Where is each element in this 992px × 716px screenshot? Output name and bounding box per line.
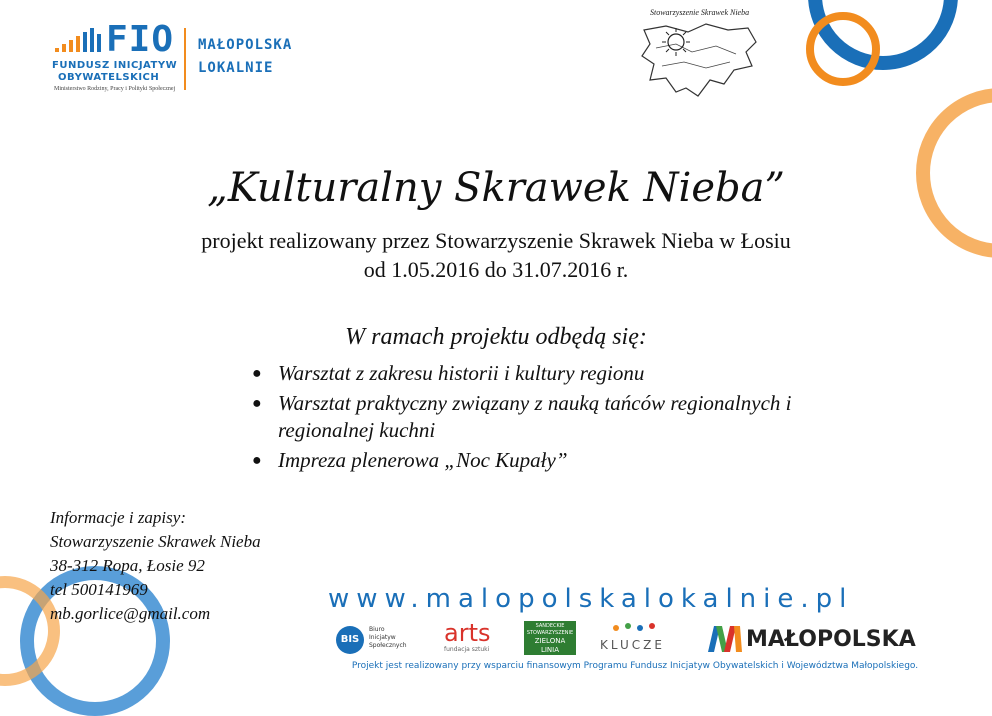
partner-logo-klucze <box>600 622 674 654</box>
project-subtitle: projekt realizowany przez Stowarzyszenie Skrawek Nieba w Łosiu <box>201 228 791 253</box>
event-item <box>252 360 812 387</box>
contact-address: 38-312 Ropa, Łosie 92 <box>50 556 205 575</box>
association-logo-name: Stowarzyszenie Skrawek Nieba <box>650 8 750 17</box>
fio-logo-line2: OBYWATELSKICH <box>58 72 160 83</box>
events-list <box>252 360 812 477</box>
decor-ring-orange-top <box>806 12 880 86</box>
fio-ministry-text: Ministerstwo Rodziny, Pracy i Polityki Społecznej <box>54 86 176 92</box>
project-dates: od 1.05.2016 do 31.07.2016 r. <box>363 257 629 282</box>
bullet-icon: ● <box>252 452 262 469</box>
bullet-icon: ● <box>252 365 262 382</box>
zl-line2: STOWARZYSZENIE <box>526 630 574 636</box>
zl-line3: ZIELONA <box>534 637 566 645</box>
fio-logo-line1: FUNDUSZ INICJATYW <box>52 60 178 71</box>
fio-logo-text: FIO <box>106 19 175 60</box>
malopolska-mark: MAŁOPOLSKA <box>746 627 916 652</box>
klucze-people-icon <box>608 622 668 636</box>
contact-org: Stowarzyszenie Skrawek Nieba <box>50 532 261 551</box>
contact-heading: Informacje i zapisy: <box>50 508 186 527</box>
funding-note: Projekt jest realizowany przy wsparciu finansowym Programu Fundusz Inicjatyw Obywatelskich i Województwa Małopolskiego. <box>351 661 919 671</box>
bis-line3: Społecznych <box>369 642 407 649</box>
poster-title: „Kulturalny Skrawek Nieba” <box>207 165 785 211</box>
bis-line1: Biuro <box>369 626 385 633</box>
bullet-icon: ● <box>252 395 262 412</box>
malopolska-m-icon <box>708 626 742 652</box>
fio-bars-icon <box>55 28 103 54</box>
malopolska-lokalnie-line1: MAŁOPOLSKA <box>198 37 293 53</box>
zl-line4: LINIA <box>540 646 560 654</box>
event-item <box>252 447 812 474</box>
event-item-text: Warsztat praktyczny związany z nauką tańców regionalnych i regionalnej kuchni <box>278 391 792 442</box>
partner-logo-arts <box>444 620 504 654</box>
bis-line2: Inicjatyw <box>369 634 396 641</box>
event-item <box>252 390 812 444</box>
partner-logo-bis <box>336 624 426 654</box>
arts-mark: arts <box>444 619 491 647</box>
logo-divider <box>184 28 186 90</box>
contact-block <box>50 506 261 626</box>
events-heading: W ramach projektu odbędą się: <box>345 324 647 350</box>
zl-line1: SANDECKIE <box>535 623 565 629</box>
contact-phone: tel 500141969 <box>50 580 148 599</box>
event-item-text: Impreza plenerowa „Noc Kupały” <box>278 448 568 472</box>
partner-logo-zielona-linia <box>524 621 576 655</box>
website-link[interactable]: www.malopolskalokalnie.pl <box>328 584 854 614</box>
event-item-text: Warsztat z zakresu historii i kultury regionu <box>278 361 645 385</box>
malopolska-lokalnie-line2: LOKALNIE <box>198 60 274 76</box>
partner-logo-malopolska <box>708 626 948 656</box>
contact-email[interactable]: mb.gorlice@gmail.com <box>50 604 211 623</box>
arts-subtitle: fundacja sztuki <box>444 646 490 653</box>
association-sketch-logo <box>636 8 762 104</box>
bis-circle-icon: BIS <box>336 626 364 654</box>
klucze-mark: KLUCZE <box>600 638 665 652</box>
